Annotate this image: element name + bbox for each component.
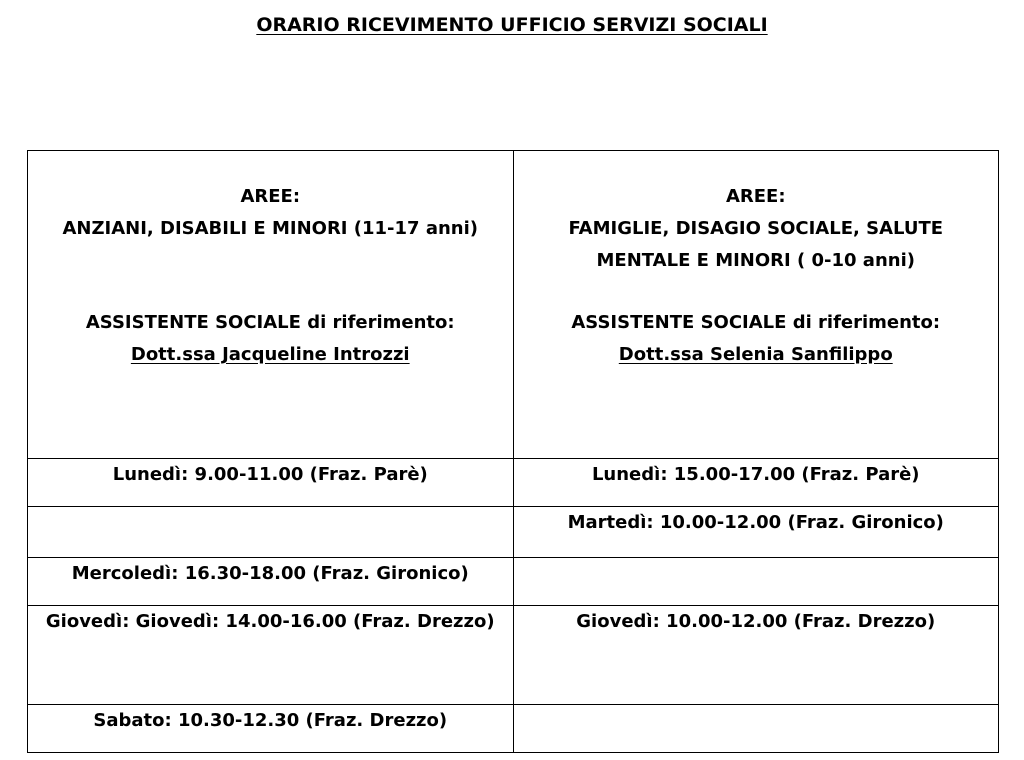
areas-description-spacer: [36, 245, 505, 277]
areas-label: AREE:: [725, 186, 786, 207]
schedule-cell-right: Giovedì: 10.00-12.00 (Fraz. Drezzo): [513, 606, 999, 705]
schedule-row-thursday: [28, 606, 999, 705]
areas-label: AREE:: [240, 186, 301, 207]
areas-description: ANZIANI, DISABILI E MINORI (11-17 anni): [62, 218, 479, 239]
area-cell-left: [28, 151, 514, 459]
schedule-row-monday: [28, 459, 999, 507]
assistant-name: Dott.ssa Jacqueline Introzzi: [130, 344, 410, 365]
area-cell-right: [513, 151, 999, 459]
assistant-label: ASSISTENTE SOCIALE di riferimento:: [85, 312, 455, 333]
schedule-row-wednesday: [28, 558, 999, 606]
schedule-cell-right: [513, 558, 999, 606]
schedule-cell-left: Sabato: 10.30-12.30 (Fraz. Drezzo): [28, 705, 514, 753]
schedule-row-tuesday: [28, 507, 999, 558]
areas-header-row: [28, 151, 999, 459]
schedule-cell-right: Lunedì: 15.00-17.00 (Fraz. Parè): [513, 459, 999, 507]
schedule-cell-left: Mercoledì: 16.30-18.00 (Fraz. Gironico): [28, 558, 514, 606]
schedule-cell-left: Lunedì: 9.00-11.00 (Fraz. Parè): [28, 459, 514, 507]
assistant-label: ASSISTENTE SOCIALE di riferimento:: [571, 312, 941, 333]
schedule-row-saturday: [28, 705, 999, 753]
areas-description: FAMIGLIE, DISAGIO SOCIALE, SALUTE: [568, 218, 944, 239]
assistant-name: Dott.ssa Selenia Sanfilippo: [618, 344, 893, 365]
schedule-cell-left: Giovedì: Giovedì: 14.00-16.00 (Fraz. Drezzo): [28, 606, 514, 705]
schedule-cell-right: Martedì: 10.00-12.00 (Fraz. Gironico): [513, 507, 999, 558]
page-title: ORARIO RICEVIMENTO UFFICIO SERVIZI SOCIALI: [256, 14, 768, 36]
areas-description: MENTALE E MINORI ( 0-10 anni): [596, 250, 915, 271]
schedule-table: [27, 150, 999, 753]
schedule-cell-left: [28, 507, 514, 558]
schedule-cell-right: [513, 705, 999, 753]
